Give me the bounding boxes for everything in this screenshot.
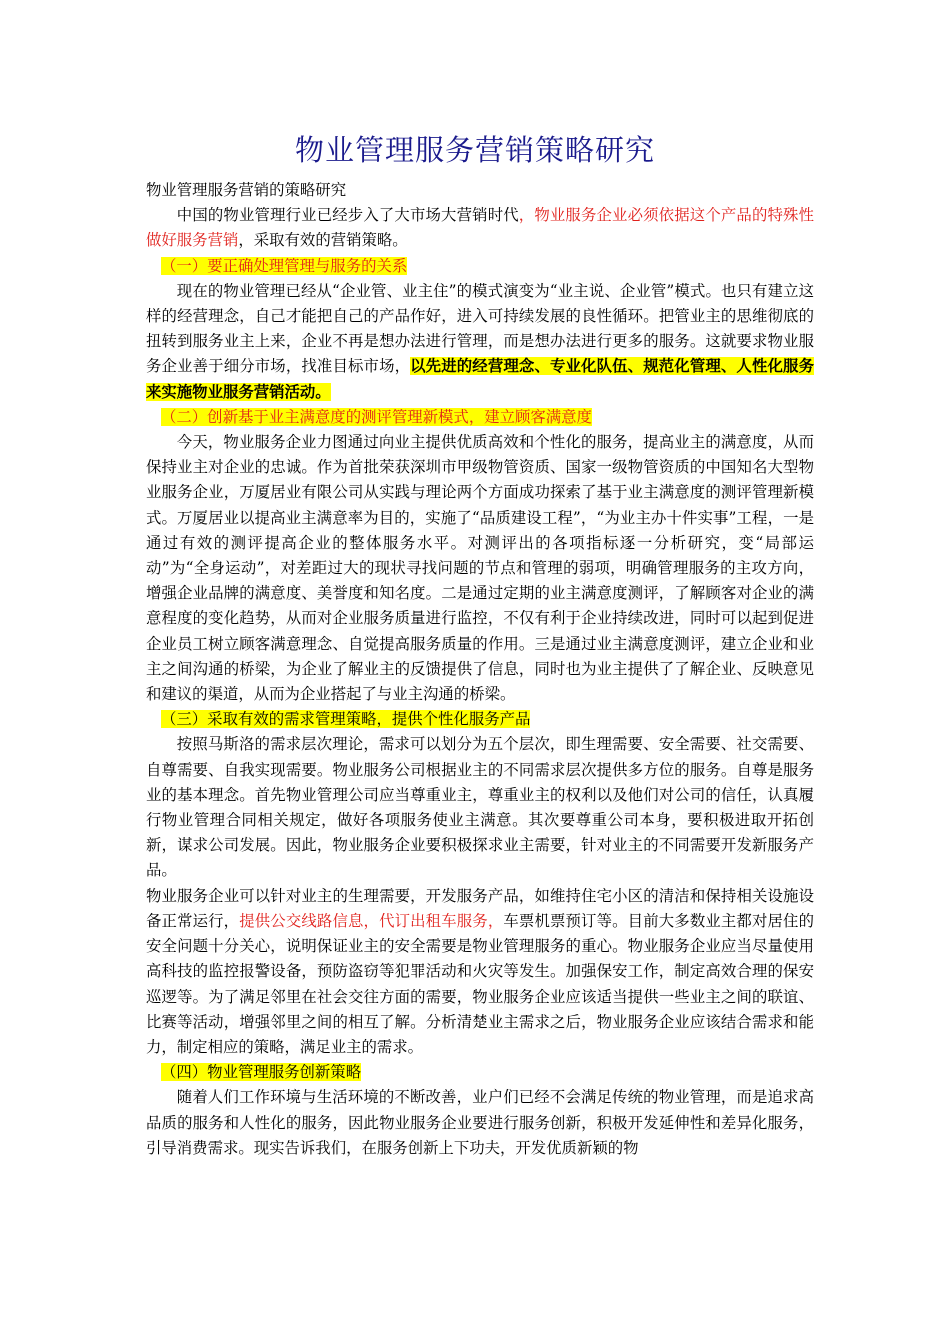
section-heading-1 xyxy=(146,254,814,279)
intro-text: 中国的物业管理行业已经步入了大市场大营销时代 xyxy=(176,206,519,225)
section-3b-text-end: 车票机票预订等。目前大多数业主都对居住的安全问题十分关心，说明保证业主的安全需要是物业管理服务的重心。物业服务企业应当尽量使用高科技的监控报警设备，预防盗窃等犯罪活动和火灾等发生。加强保安工作，制定高效合理的保安巡逻等。为了满足邻里在社会交往方面的需要，物业服务企业应该适当提供一些业主之间的联谊、比赛等活动，增强邻里之间的相互了解。分析清楚业主需求之后，物业服务企业应该结合需求和能力，制定相应的策略，满足业主的需求。 xyxy=(146,911,814,1056)
section-heading-4-text: （四）物业管理服务创新策略 xyxy=(161,1063,362,1082)
intro-emphasis-red: ，物业服务企业必须依据这个产品的特殊性做好服务营销 xyxy=(146,206,814,250)
section-heading-1-text: （一）要正确处理管理与服务的关系 xyxy=(161,256,408,275)
document-body xyxy=(146,178,814,1161)
section-heading-3 xyxy=(146,707,814,732)
paragraph-section-1 xyxy=(146,279,814,405)
section-3b-text: 物业服务企业可以针对业主的生理需要，开发服务产品，如维持住宅小区的清洁和保持相关设施设备正常运行， xyxy=(146,886,814,930)
paragraph-section-3b xyxy=(146,884,814,1060)
section-heading-2 xyxy=(146,405,814,430)
section-heading-4 xyxy=(146,1060,814,1085)
subtitle-line: 物业管理服务营销的策略研究 xyxy=(146,181,347,199)
paragraph-section-4: 随着人们工作环境与生活环境的不断改善，业户们已经不会满足传统的物业管理，而是追求高品质的服务和人性化的服务，因此物业服务企业要进行服务创新，积极开发延伸性和差异化服务，引导消费需求。现实告诉我们，在服务创新上下功夫，开发优质新颖的物 xyxy=(146,1088,814,1157)
section-1-text: 现在的物业管理已经从“企业管、业主住”的模式演变为“业主说、企业管”模式。也只有建立这样的经营理念，自己才能把自己的产品作好，进入可持续发展的良性循环。把管业主的思维彻底的扭转到服务业主上来，企业不再是想办法进行管理，而是想办法进行更多的服务。这就要求物业服务企业善于细分市场，找准目标市场， xyxy=(146,281,814,376)
paragraph-section-2: 今天，物业服务企业力图通过向业主提供优质高效和个性化的服务，提高业主的满意度，从而保持业主对企业的忠诚。作为首批荣获深圳市甲级物管资质、国家一级物管资质的中国知名大型物业服务企业，万厦居业有限公司从实践与理论两个方面成功探索了基于业主满意度的测评管理新模式。万厦居业以提高业主满意率为目的，实施了“品质建设工程”，“为业主办十件实事”工程，一是通过有效的测评提高企业的整体服务水平。对测评出的各项指标逐一分析研究，变“局部运动”为“全身运动”，对差距过大的现状寻找问题的节点和管理的弱项，明确管理服务的主攻方向，增强企业品牌的满意度、美誉度和知名度。二是通过定期的业主满意度测评，了解顾客对企业的满意程度的变化趋势，从而对企业服务质量进行监控，不仅有利于企业持续改进，同时可以起到促进企业员工树立顾客满意理念、自觉提高服务质量的作用。三是通过业主满意度测评，建立企业和业主之间沟通的桥梁，为企业了解业主的反馈提供了信息，同时也为业主提供了了解企业、反映意见和建议的渠道，从而为企业搭起了与业主沟通的桥梁。 xyxy=(146,433,814,704)
document-title: 物业管理服务营销策略研究 xyxy=(294,133,655,167)
section-3b-red: 提供公交线路信息，代订出租车服务， xyxy=(239,911,504,930)
section-heading-3-text: （三）采取有效的需求管理策略，提供个性化服务产品 xyxy=(161,710,531,729)
paragraph-section-3: 按照马斯洛的需求层次理论，需求可以划分为五个层次，即生理需要、安全需要、社交需要、自尊需要、自我实现需要。物业服务公司根据业主的不同需求层次提供多方位的服务。自尊是服务业的基本理念。首先物业管理公司应当尊重业主，尊重业主的权利以及他们对公司的信任，认真履行物业管理合同相关规定，做好各项服务使业主满意。其次要尊重公司本身，要积极进取开拓创新，谋求公司发展。因此，物业服务企业要积极探求业主需要，针对业主的不同需要开发新服务产品。 xyxy=(146,735,814,880)
paragraph-intro xyxy=(146,203,814,253)
section-1-highlight: 以先进的经营理念、专业化队伍、规范化管理、人性化服务来实施物业服务营销活动。 xyxy=(146,357,814,401)
intro-text-end: ，采取有效的营销策略。 xyxy=(238,231,408,250)
section-heading-2-text: （二）创新基于业主满意度的测评管理新模式，建立顾客满意度 xyxy=(161,407,592,426)
